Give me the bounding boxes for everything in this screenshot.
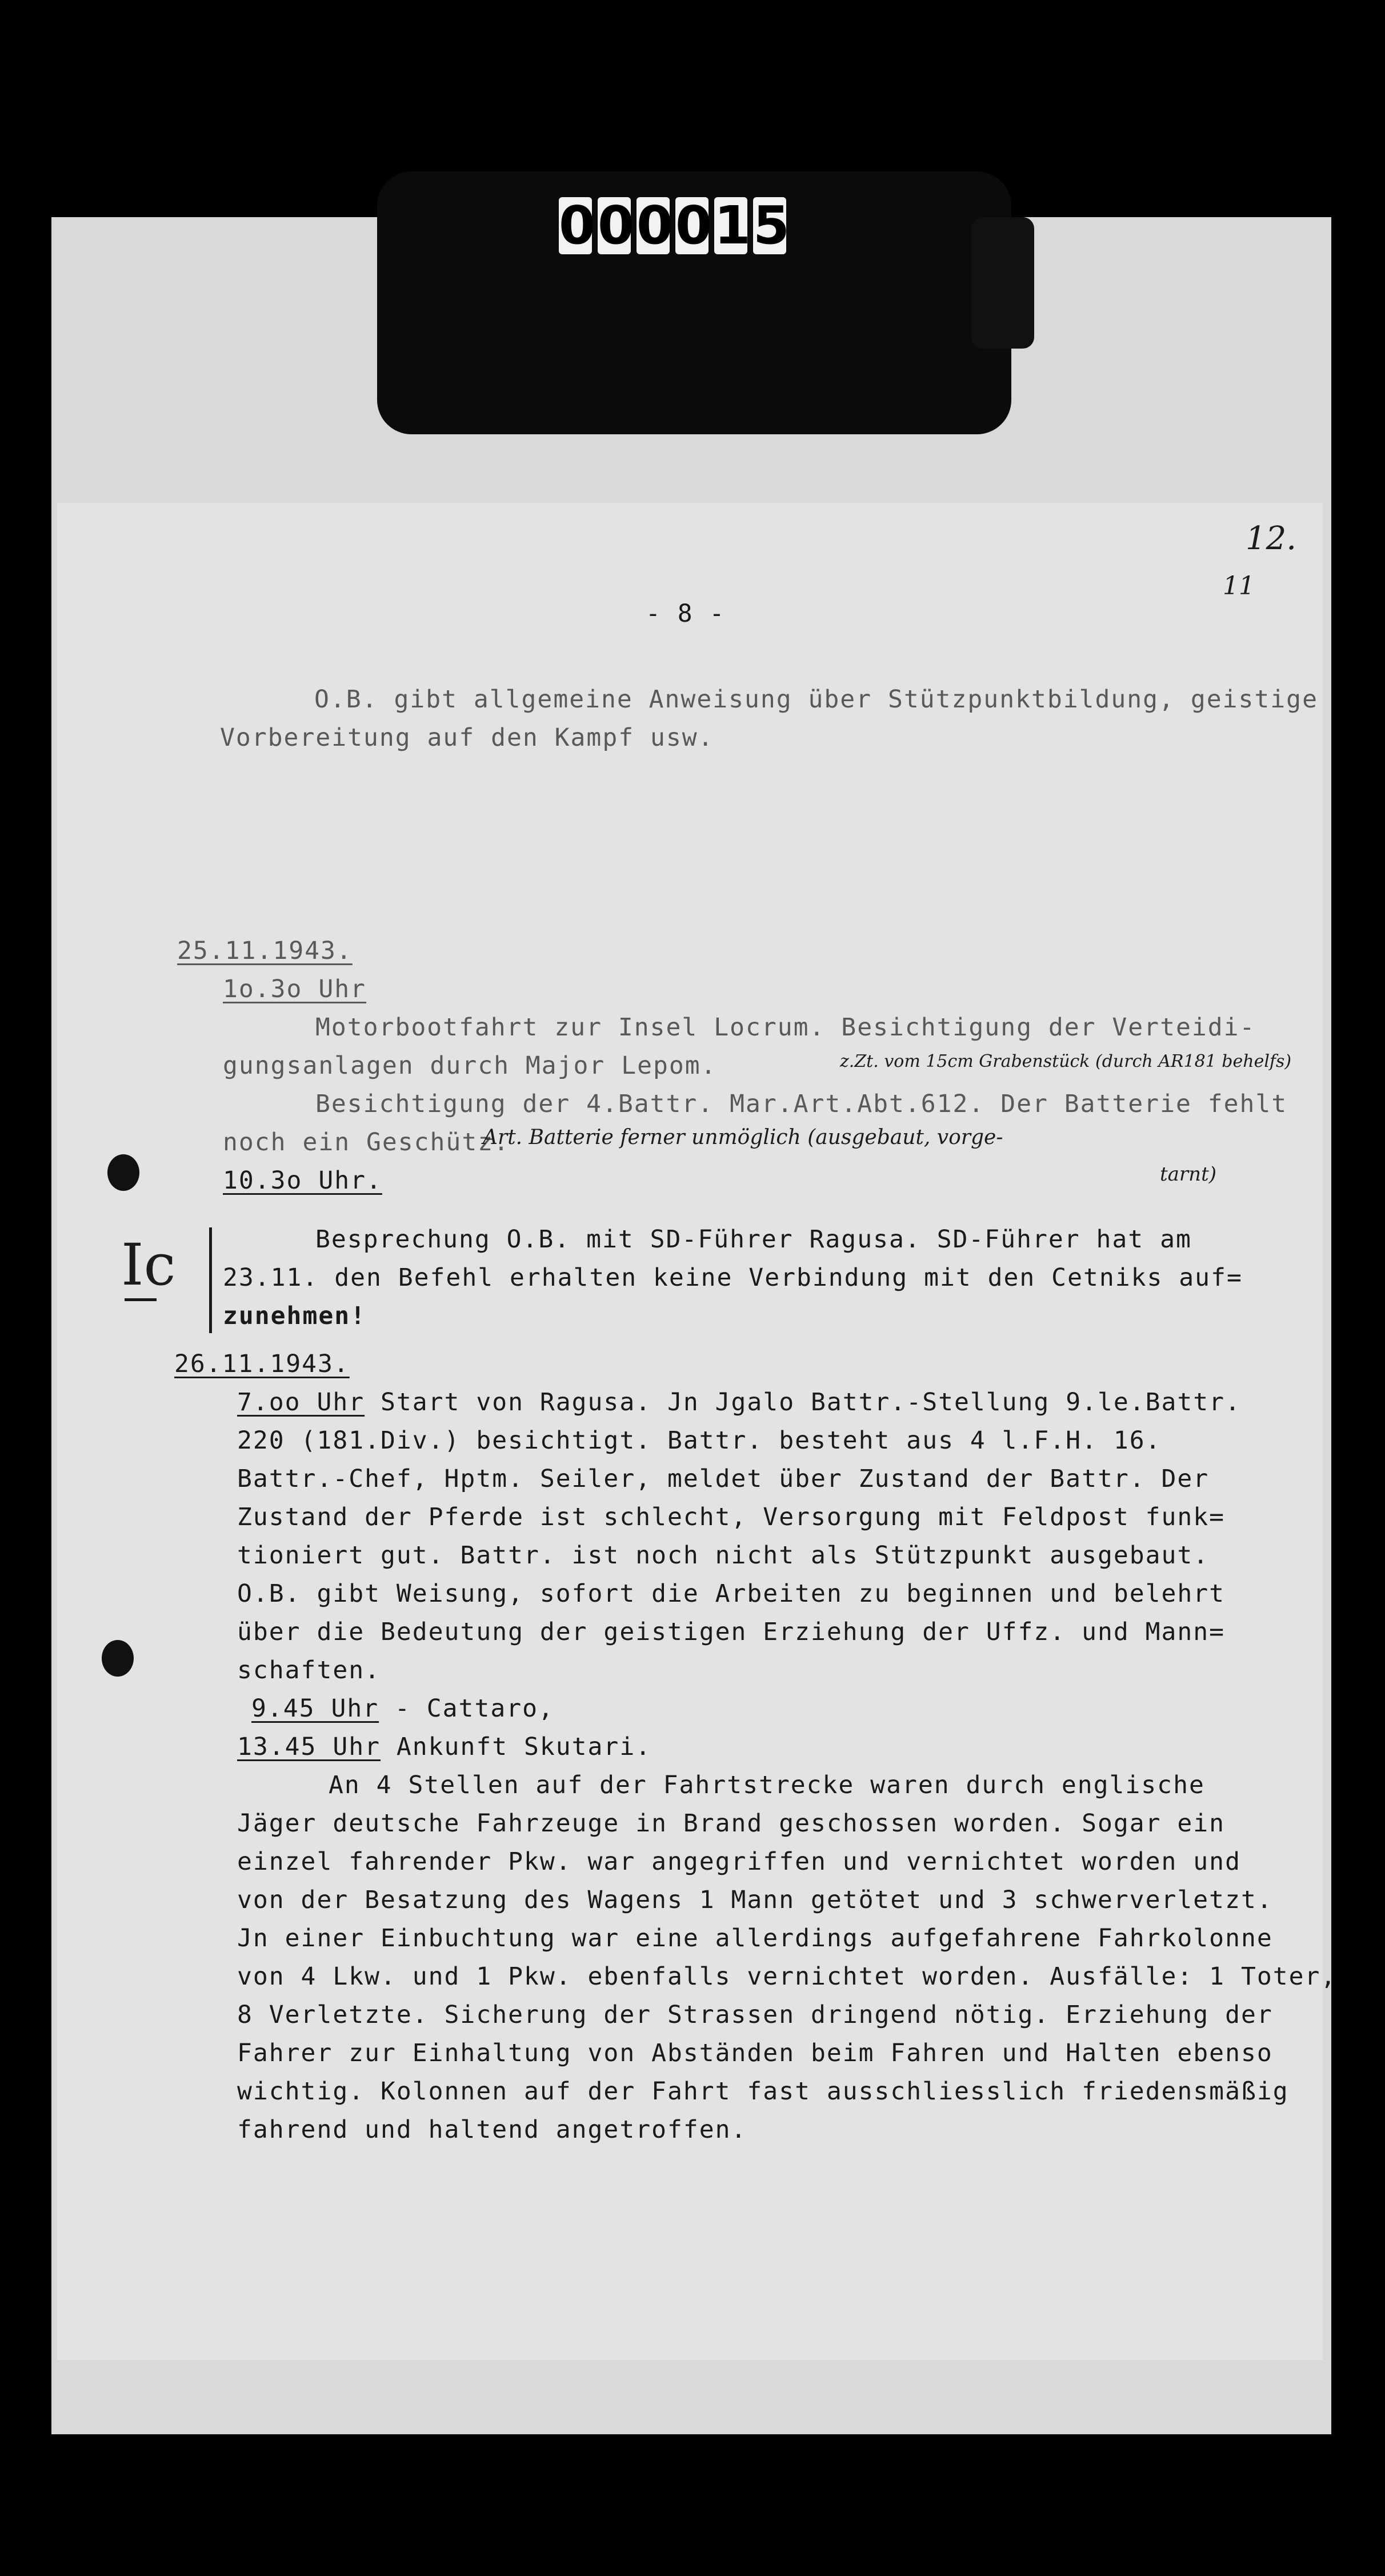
entry-line: fahrend und haltend angetroffen. (237, 2115, 747, 2144)
entry-time: 1o.3o Uhr (223, 975, 366, 1003)
punch-hole (107, 1154, 139, 1191)
intro-line: Vorbereitung auf den Kampf usw. (220, 723, 714, 752)
entry-time: 9.45 Uhr (251, 1694, 379, 1723)
entry-line: 8 Verletzte. Sicherung der Strassen dringend nötig. Erziehung der (237, 2001, 1273, 2029)
entry-line-text: Start von Ragusa. Jn Jgalo Battr.-Stellung 9.le.Battr. (381, 1388, 1241, 1417)
entry-line: Jäger deutsche Fahrzeuge in Brand geschossen worden. Sogar ein (237, 1809, 1226, 1838)
entry-line: von 4 Lkw. und 1 Pkw. ebenfalls vernichtet worden. Ausfälle: 1 Toter, (237, 1962, 1337, 1991)
frame-counter-knob (971, 217, 1034, 349)
handwritten-note: Art. Batterie ferner unmöglich (ausgebaut, vorge- (483, 1126, 1003, 1149)
entry-line: 23.11. den Befehl erhalten keine Verbindung mit den Cetniks auf= (223, 1263, 1243, 1292)
entry-line-first (237, 1383, 1241, 1422)
entry-line: Zustand der Pferde ist schlecht, Versorgung mit Feldpost funk= (237, 1503, 1226, 1531)
entry-time-line (251, 1689, 554, 1728)
frame-counter-digit: 0 (637, 195, 674, 256)
entry-line: gungsanlagen durch Major Lepom. (223, 1051, 717, 1080)
entry-date: 26.11.1943. (174, 1350, 350, 1378)
entry-line: von der Besatzung des Wagens 1 Mann getötet und 3 schwerverletzt. (237, 1886, 1273, 1914)
margin-note-bracket (209, 1227, 212, 1333)
entry-line: noch ein Geschütz. (223, 1128, 510, 1157)
entry-time: 13.45 Uhr (237, 1733, 381, 1761)
entry-line: O.B. gibt Weisung, sofort die Arbeiten zu beginnen und belehrt (237, 1579, 1226, 1608)
handwritten-note: tarnt) (1160, 1163, 1217, 1186)
handwritten-note: z.Zt. vom 15cm Grabenstück (durch AR181 behelfs) (840, 1051, 1292, 1071)
entry-line: 220 (181.Div.) besichtigt. Battr. besteht aus 4 l.F.H. 16. (237, 1426, 1162, 1455)
margin-note-underline (125, 1298, 157, 1301)
margin-number-top: 12. (1246, 520, 1297, 557)
page-number: - 8 - (646, 599, 726, 628)
entry-time-line (237, 1727, 651, 1766)
entry-date: 25.11.1943. (177, 937, 353, 965)
entry-line: zunehmen! (223, 1302, 366, 1330)
entry-line-text: Ankunft Skutari. (381, 1733, 652, 1761)
margin-note-ic: Ic (121, 1231, 176, 1298)
entry-line: über die Bedeutung der geistigen Erziehung der Uffz. und Mann= (237, 1618, 1226, 1646)
entry-line: wichtig. Kolonnen auf der Fahrt fast ausschliesslich friedensmäßig (237, 2077, 1289, 2106)
entry-line: Besprechung O.B. mit SD-Führer Ragusa. SD-Führer hat am (315, 1225, 1192, 1254)
frame-counter-digit: 0 (559, 195, 596, 256)
intro-line: O.B. gibt allgemeine Anweisung über Stützpunktbildung, geistige (314, 685, 1318, 714)
entry-line: schaften. (237, 1656, 381, 1685)
frame-counter-digit: 0 (598, 195, 635, 256)
entry-time: 7.oo Uhr (237, 1388, 365, 1417)
entry-line: Motorbootfahrt zur Insel Locrum. Besichtigung der Verteidi- (315, 1013, 1256, 1042)
frame-counter-digit: 1 (714, 195, 751, 256)
punch-hole (102, 1640, 134, 1677)
frame-counter-digit: 0 (675, 195, 712, 256)
frame-counter (559, 195, 790, 260)
entry-line-text: - Cattaro, (379, 1694, 554, 1723)
entry-time: 10.3o Uhr. (223, 1166, 382, 1195)
entry-line: tioniert gut. Battr. ist noch nicht als Stützpunkt ausgebaut. (237, 1541, 1210, 1570)
entry-line: Battr.-Chef, Hptm. Seiler, meldet über Zustand der Battr. Der (237, 1465, 1210, 1493)
entry-line: Besichtigung der 4.Battr. Mar.Art.Abt.612. Der Batterie fehlt (315, 1090, 1288, 1118)
entry-line: An 4 Stellen auf der Fahrtstrecke waren durch englische (329, 1771, 1205, 1799)
document-page (57, 503, 1337, 2360)
entry-line: Jn einer Einbuchtung war eine allerdings aufgefahrene Fahrkolonne (237, 1924, 1273, 1953)
margin-number-sub: 11 (1223, 571, 1255, 601)
entry-line: Fahrer zur Einhaltung von Abständen beim Fahren und Halten ebenso (237, 2039, 1273, 2067)
frame-counter-digit: 5 (753, 195, 790, 256)
entry-line: einzel fahrender Pkw. war angegriffen und vernichtet worden und (237, 1847, 1241, 1876)
